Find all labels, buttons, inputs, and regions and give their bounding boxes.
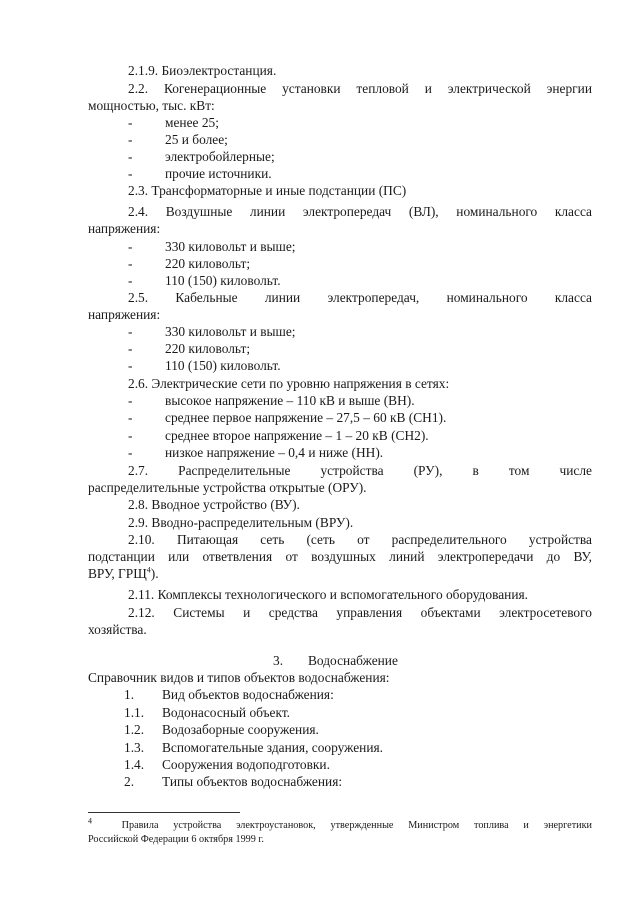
item-2-6: 2.6. Электрические сети по уровню напряжения в сетях: xyxy=(128,376,450,391)
list-item: 25 и более; xyxy=(165,132,228,147)
item-2-12-cont: хозяйства. xyxy=(88,622,147,637)
list-item: прочие источники. xyxy=(165,166,272,181)
catalog-intro: Справочник видов и типов объектов водоснабжения: xyxy=(88,670,390,685)
footnote-ref: 4 xyxy=(146,565,151,575)
list-dash: - xyxy=(128,149,133,164)
item-2-10: 2.10. Питающая сеть (сеть от распределительного устройства xyxy=(128,532,592,547)
list-item: Вспомогательные здания, сооружения. xyxy=(162,740,383,755)
list-item: 220 киловольт; xyxy=(165,341,251,356)
list-item: Водонасосный объект. xyxy=(162,705,291,720)
item-2-8: 2.8. Вводное устройство (ВУ). xyxy=(128,497,300,512)
list-dash: - xyxy=(128,256,133,271)
item-2-1-9: 2.1.9. Биоэлектростанция. xyxy=(128,63,277,78)
item-number: 1.3. xyxy=(124,740,145,755)
list-dash: - xyxy=(128,239,133,254)
list-item: среднее первое напряжение – 27,5 – 60 кВ (СН1). xyxy=(165,410,447,425)
item-2-4: 2.4. Воздушные линии электропередач (ВЛ), номинального класса xyxy=(128,204,592,219)
list-dash: - xyxy=(128,428,133,443)
item-number: 1.4. xyxy=(124,757,145,772)
list-item: 330 киловольт и выше; xyxy=(165,239,296,254)
list-dash: - xyxy=(128,324,133,339)
list-item: низкое напряжение – 0,4 и ниже (НН). xyxy=(165,445,384,460)
list-dash: - xyxy=(128,115,133,130)
item-2-9: 2.9. Вводно-распределительным (ВРУ). xyxy=(128,515,354,530)
list-dash: - xyxy=(128,341,133,356)
section-title: Водоснабжение xyxy=(308,653,398,668)
item-2-7-cont: распределительные устройства открытые (ОРУ). xyxy=(88,480,367,495)
footnote-text: Правила устройства электроустановок, утвержденные Министром топлива и энергетики xyxy=(121,820,593,831)
list-item: 110 (150) киловольт. xyxy=(165,358,281,373)
list-item: 220 киловольт; xyxy=(165,256,251,271)
list-item: 330 киловольт и выше; xyxy=(165,324,296,339)
section-number: 3. xyxy=(273,653,284,668)
list-item: электробойлерные; xyxy=(165,149,275,164)
list-dash: - xyxy=(128,393,133,408)
item-2-10-tail: ). xyxy=(150,566,159,581)
item-2-5: 2.5. Кабельные линии электропередач, номинального класса xyxy=(128,290,592,305)
list-item: Водозаборные сооружения. xyxy=(162,722,319,737)
list-item: 110 (150) киловольт. xyxy=(165,273,281,288)
item-2-3: 2.3. Трансформаторные и иные подстанции (ПС) xyxy=(128,183,407,198)
list-dash: - xyxy=(128,132,133,147)
list-item: менее 25; xyxy=(165,115,219,130)
list-item: среднее второе напряжение – 1 – 20 кВ (СН2). xyxy=(165,428,429,443)
list-dash: - xyxy=(128,166,133,181)
item-2-10-cont: подстанции или ответвления от воздушных линий электропередачи до ВУ, xyxy=(88,549,592,564)
item-2-5-cont: напряжения: xyxy=(88,307,161,322)
item-2-7: 2.7. Распределительные устройства (РУ), в том числе xyxy=(128,463,592,478)
item-2-12: 2.12. Системы и средства управления объектами электросетевого xyxy=(128,605,592,620)
list-dash: - xyxy=(128,445,133,460)
list-item: Вид объектов водоснабжения: xyxy=(162,687,334,702)
list-item: высокое напряжение – 110 кВ и выше (ВН). xyxy=(165,393,415,408)
item-2-11: 2.11. Комплексы технологического и вспомогательного оборудования. xyxy=(128,587,528,602)
item-2-10-text: ВРУ, ГРЩ xyxy=(88,566,147,581)
item-number: 1.1. xyxy=(124,705,145,720)
item-number: 2. xyxy=(124,774,135,789)
footnote-divider xyxy=(88,812,240,813)
list-dash: - xyxy=(128,273,133,288)
list-item: Сооружения водоподготовки. xyxy=(162,757,330,772)
list-dash: - xyxy=(128,358,133,373)
footnote-line-2: Российской Федерации 6 октября 1999 г. xyxy=(88,834,264,845)
footnote-line-1 xyxy=(88,816,593,833)
item-2-2: 2.2. Когенерационные установки тепловой и электрической энергии xyxy=(128,81,592,96)
footnote-mark: 4 xyxy=(88,816,92,826)
item-number: 1.2. xyxy=(124,722,145,737)
item-2-2-cont: мощностью, тыс. кВт: xyxy=(88,98,215,113)
item-number: 1. xyxy=(124,687,135,702)
list-dash: - xyxy=(128,410,133,425)
list-item: Типы объектов водоснабжения: xyxy=(162,774,343,789)
item-2-4-cont: напряжения: xyxy=(88,221,161,236)
item-2-10-end xyxy=(88,565,159,582)
